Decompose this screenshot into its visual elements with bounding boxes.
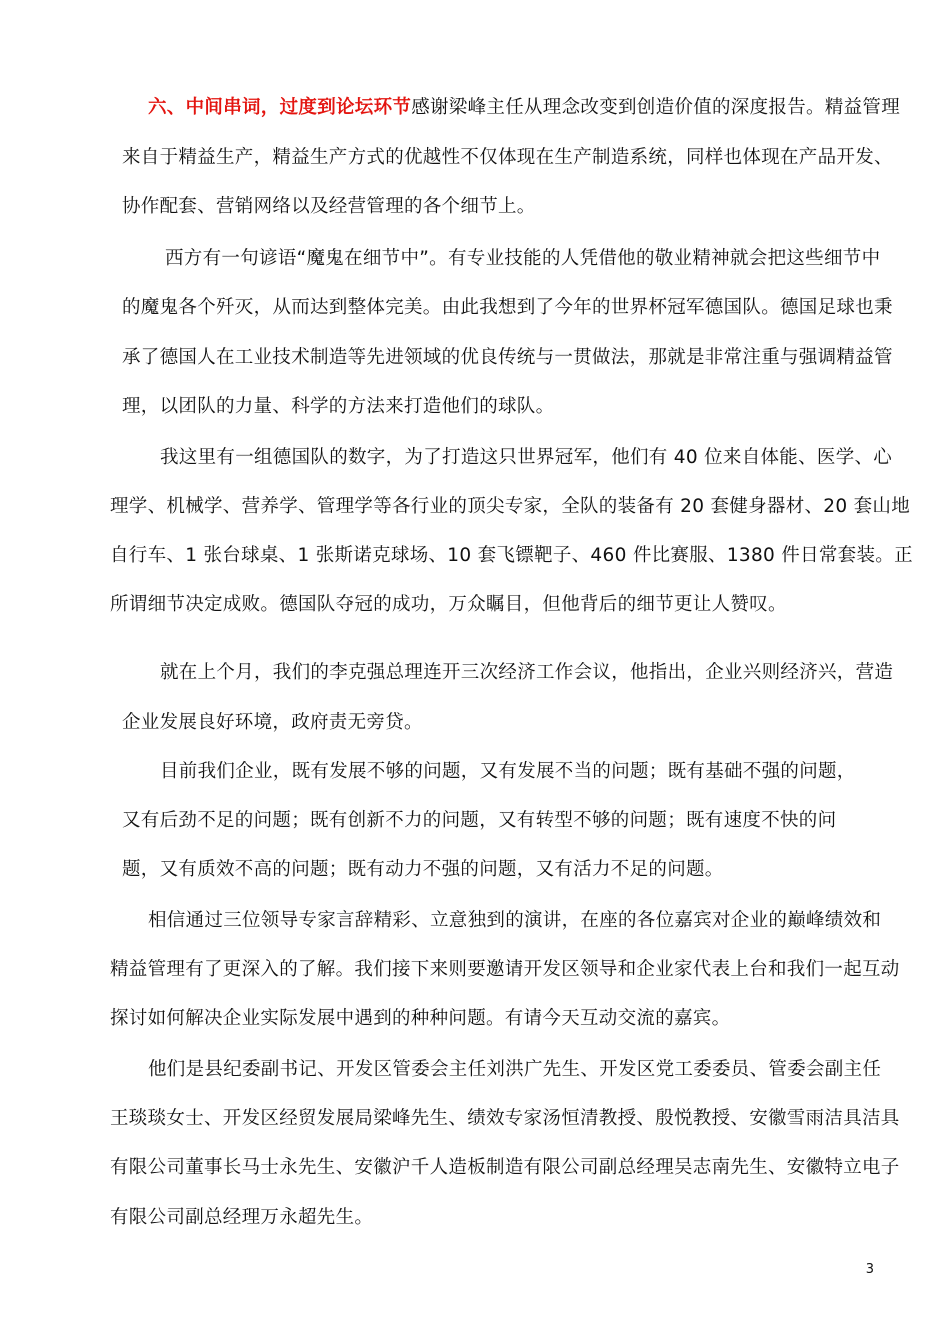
- paragraph-line: 来自于精益生产，精益生产方式的优越性不仅体现在生产制造系统，同样也体现在产品开发、: [122, 147, 893, 168]
- paragraph-line: 题，又有质效不高的问题；既有动力不强的问题，又有活力不足的问题。: [122, 859, 724, 880]
- paragraph-line: 有限公司董事长马士永先生、安徽沪千人造板制造有限公司副总经理吴志南先生、安徽特立电子: [110, 1157, 900, 1178]
- paragraph-line: 的魔鬼各个歼灭，从而达到整体完美。由此我想到了今年的世界杯冠军德国队。德国足球也秉: [122, 297, 893, 318]
- paragraph-line: 相信通过三位领导专家言辞精彩、立意独到的演讲，在座的各位嘉宾对企业的巅峰绩效和: [148, 910, 882, 931]
- paragraph-line: 企业发展良好环境，政府责无旁贷。: [122, 712, 423, 733]
- paragraph-line: 探讨如何解决企业实际发展中遇到的种种问题。有请今天互动交流的嘉宾。: [110, 1008, 731, 1029]
- paragraph-line: 协作配套、营销网络以及经营管理的各个细节上。: [122, 196, 536, 217]
- paragraph-line: 又有后劲不足的问题；既有创新不力的问题，又有转型不够的问题；既有速度不快的问: [122, 810, 837, 831]
- paragraph-line: 他们是县纪委副书记、开发区管委会主任刘洪广先生、开发区党工委委员、管委会副主任: [148, 1059, 882, 1080]
- paragraph-line: 西方有一句谚语“魔鬼在细节中”。有专业技能的人凭借他的敬业精神就会把这些细节中: [165, 248, 881, 269]
- paragraph-line: 所谓细节决定成败。德国队夺冠的成功，万众瞩目，但他背后的细节更让人赞叹。: [110, 594, 787, 615]
- paragraph-line: 我这里有一组德国队的数字，为了打造这只世界冠军，他们有 40 位来自体能、医学、心: [160, 447, 893, 468]
- paragraph-line: 目前我们企业，既有发展不够的问题，又有发展不当的问题；既有基础不强的问题，: [160, 761, 856, 782]
- paragraph-line: 自行车、1 张台球桌、1 张斯诺克球场、10 套飞镖靶子、460 件比赛服、1380 件日常套装。正: [110, 545, 913, 566]
- paragraph-line: 就在上个月，我们的李克强总理连开三次经济工作会议，他指出，企业兴则经济兴，营造: [160, 662, 894, 683]
- paragraph-line: 承了德国人在工业技术制造等先进领域的优良传统与一贯做法，那就是非常注重与强调精益管: [122, 347, 893, 368]
- paragraph-line: 有限公司副总经理万永超先生。: [110, 1207, 374, 1228]
- paragraph-line: 王琰琰女士、开发区经贸发展局梁峰先生、绩效专家汤恒清教授、殷悦教授、安徽雪雨洁具洁具: [110, 1108, 900, 1129]
- section-heading: 六、中间串词，过度到论坛环节: [148, 97, 412, 118]
- paragraph-line: [148, 95, 900, 121]
- paragraph-line: 理，以团队的力量、科学的方法来打造他们的球队。: [122, 396, 555, 417]
- paragraph-text: 感谢梁峰主任从理念改变到创造价值的深度报告。精益管理: [411, 97, 901, 118]
- paragraph-line: 理学、机械学、营养学、管理学等各行业的顶尖专家，全队的装备有 20 套健身器材、20 套山地: [110, 496, 911, 517]
- paragraph-line: 精益管理有了更深入的了解。我们接下来则要邀请开发区领导和企业家代表上台和我们一起互动: [110, 959, 900, 980]
- page-number: 3: [865, 1262, 874, 1277]
